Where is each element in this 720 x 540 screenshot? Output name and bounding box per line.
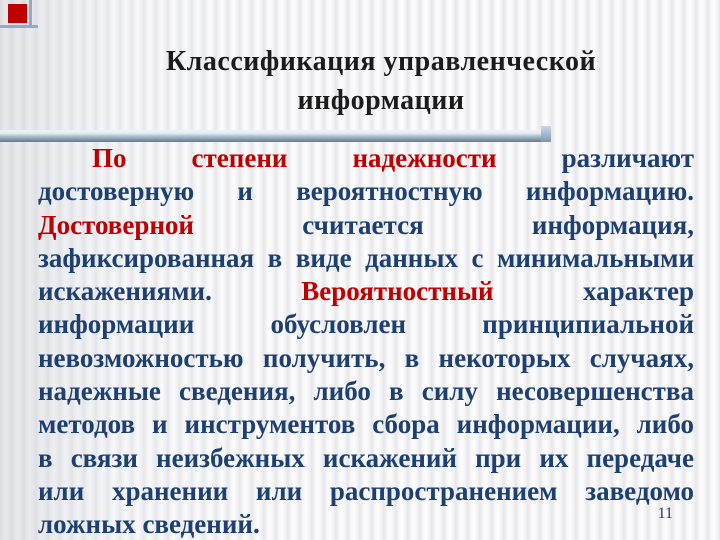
page-number: 11 bbox=[657, 505, 673, 522]
body-line bbox=[38, 242, 694, 275]
body-line bbox=[38, 175, 694, 208]
body-line bbox=[38, 475, 694, 508]
body-text-segment: или хранении или распространением заведомо bbox=[38, 475, 694, 506]
body-text-segment: искажениями. bbox=[38, 276, 302, 307]
title-underline-rule-endcap bbox=[541, 126, 551, 142]
body-text-segment: надежные сведения, либо в силу несовершенства bbox=[38, 376, 694, 407]
body-text-segment: методов и инструментов сбора информации, либо bbox=[38, 409, 694, 440]
body-line bbox=[38, 308, 694, 341]
body-line bbox=[38, 342, 694, 375]
body-highlight-red: По степени надежности bbox=[92, 143, 497, 173]
body-text-segment: зафиксированная в виде данных с минимальными bbox=[38, 242, 694, 273]
corner-red-square-ornament bbox=[8, 4, 27, 23]
body-text-segment: информации обусловлен принципиальной bbox=[38, 309, 694, 340]
body-line bbox=[38, 408, 694, 441]
title-underline-rule bbox=[0, 130, 549, 142]
body-line bbox=[38, 209, 694, 242]
slide-title-line-2: информации bbox=[297, 85, 465, 116]
body-line bbox=[38, 142, 694, 175]
body-text-segment: невозможностью получить, в некоторых случаях, bbox=[38, 342, 694, 373]
body-text-segment: различают bbox=[496, 143, 694, 173]
body-text-segment: характер bbox=[493, 276, 695, 307]
body-highlight-red: Достоверной bbox=[38, 209, 194, 240]
body-highlight-red: Вероятностный bbox=[301, 276, 494, 307]
corner-horizontal-line-ornament bbox=[0, 25, 38, 28]
body-text-segment: считается информация, bbox=[194, 209, 694, 240]
body-text-segment: достоверную и вероятностную информацию. bbox=[38, 176, 694, 207]
slide-title-line-1: Классификация управленческой bbox=[165, 46, 597, 77]
slide-title bbox=[40, 42, 720, 120]
body-line bbox=[38, 275, 694, 308]
body-text-segment: в связи неизбежных искажений при их передаче bbox=[38, 442, 694, 473]
body-text-segment: ложных сведений. bbox=[38, 509, 260, 540]
body-line bbox=[38, 375, 694, 408]
body-line bbox=[38, 442, 694, 475]
corner-vertical-line-ornament bbox=[29, 0, 32, 28]
slide-body-text bbox=[38, 142, 694, 540]
body-line bbox=[38, 508, 694, 540]
